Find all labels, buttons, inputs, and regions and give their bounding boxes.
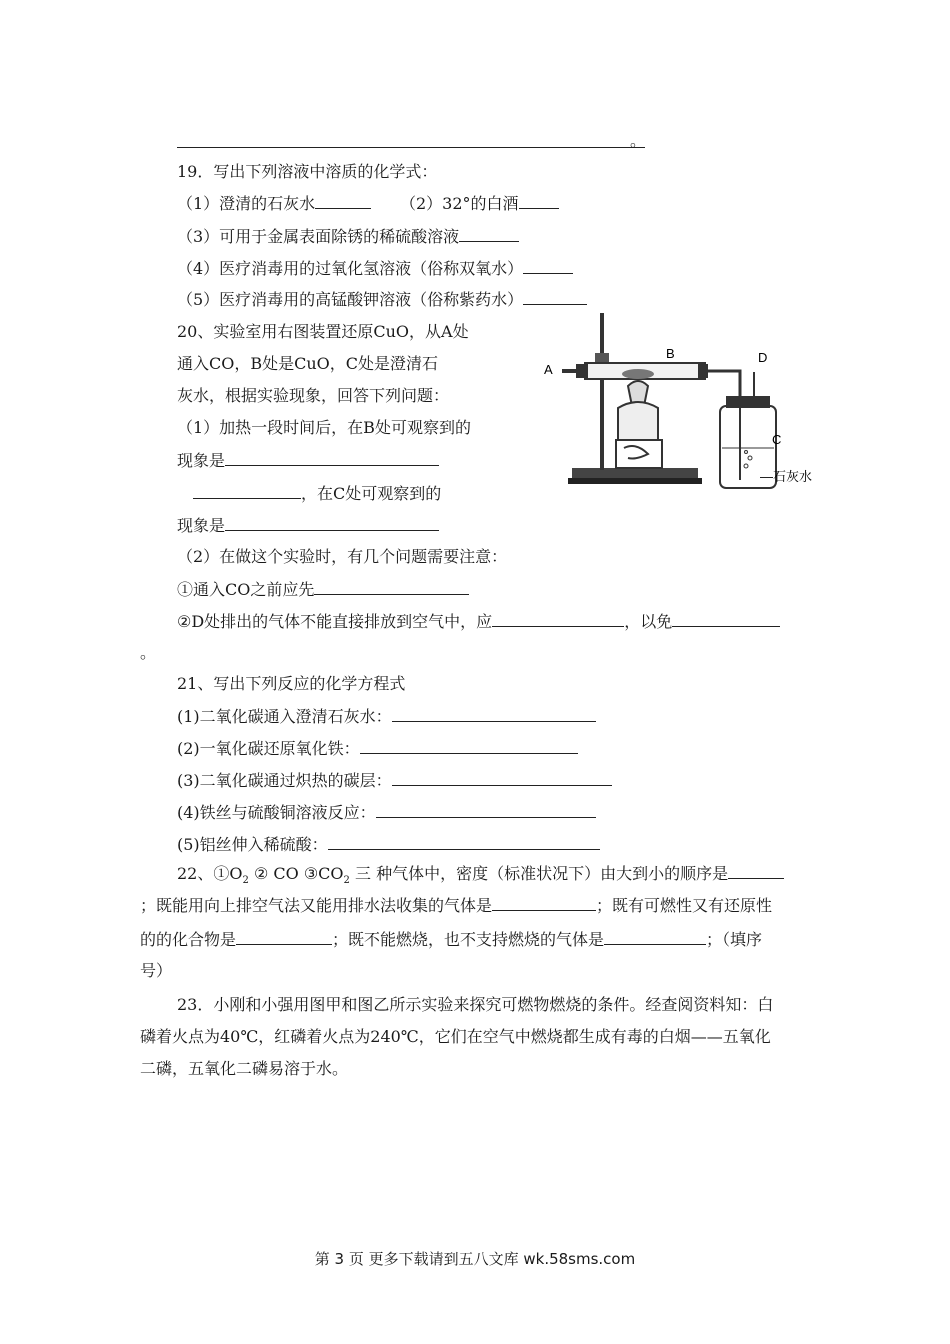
q22-line-4: 号） (140, 961, 173, 980)
answer-blank[interactable] (392, 705, 596, 722)
q22-line-3b: ；既不能燃烧，也不支持燃烧的气体是 (332, 930, 605, 949)
q19-item-5 (177, 288, 587, 311)
q20-line-7-text: 现象是 (177, 516, 226, 535)
answer-blank[interactable] (492, 610, 624, 627)
q20-line-10 (177, 610, 780, 633)
q22-line-2 (140, 894, 772, 917)
q22-line-2a: ；既能用向上排空气法又能用排水法收集的气体是 (140, 896, 493, 915)
label-a: A (544, 362, 553, 377)
q19-item-4-text: （4）医疗消毒用的过氧化氢溶液（俗称双氧水） (177, 259, 524, 278)
label-c: C (772, 432, 782, 447)
answer-blank[interactable] (360, 737, 578, 754)
q19-title: 19．写出下列溶液中溶质的化学式： (177, 162, 438, 181)
inlet-tube (562, 369, 578, 373)
right-stopper (698, 364, 708, 378)
q22-part-2: ② CO ③CO (248, 864, 344, 883)
clamp (595, 353, 609, 363)
q21-item-4 (177, 801, 596, 824)
q20-line-7 (177, 514, 439, 537)
q22-part-1: 22、①O (177, 864, 243, 883)
q23-line-3: 二磷，五氧化二磷易溶于水。 (140, 1059, 349, 1078)
label-b: B (666, 346, 675, 361)
q19-item-3-text: （3）可用于金属表面除锈的稀硫酸溶液 (177, 227, 460, 246)
stand-base (572, 468, 698, 478)
q20-line-9-text: ①通入CO之前应先 (177, 580, 315, 599)
q21-item-1 (177, 705, 596, 728)
bottle-stopper (726, 396, 770, 408)
q19-item-3 (177, 225, 519, 248)
q19-item-2-text: （2）32°的白酒 (400, 194, 519, 213)
answer-blank[interactable] (236, 928, 332, 945)
answer-blank[interactable] (225, 449, 439, 466)
page-footer: 第 3 页 更多下载请到五八文库 wk.58sms.com (314, 1250, 636, 1268)
answer-blank[interactable] (225, 514, 439, 531)
top-answer-line (177, 147, 645, 148)
q21-title: 21、写出下列反应的化学方程式 (177, 674, 406, 693)
label-d: D (758, 350, 768, 365)
q20-line-10b-text: ，以免 (624, 612, 673, 631)
q21-item-2-text: (2)一氧化碳还原氧化铁： (177, 739, 360, 758)
q20-line-11: 。 (140, 643, 157, 662)
q19-item-1-text: （1）澄清的石灰水 (177, 194, 316, 213)
q20-line-5 (177, 449, 439, 472)
subscript: 2 (242, 875, 249, 887)
q21-item-4-text: (4)铁丝与硫酸铜溶液反应： (177, 803, 376, 822)
answer-blank[interactable] (193, 482, 301, 499)
q22-line-3a: 的的化合物是 (140, 930, 237, 949)
q21-item-5-text: (5)铝丝伸入稀硫酸： (177, 835, 328, 854)
q20-line-1: 20、实验室用右图装置还原CuO，从A处 (177, 322, 469, 341)
answer-blank[interactable] (519, 192, 559, 209)
top-period: 。 (630, 131, 647, 150)
label-limewater: —石灰水 (760, 469, 813, 484)
q19-item-4 (177, 257, 573, 280)
q19-item-5-text: （5）医疗消毒用的高锰酸钾溶液（俗称紫药水） (177, 290, 524, 309)
q22-line-3c: ；（填序 (706, 930, 763, 949)
q22-part-3: 三 种气体中，密度（标准状况下）由大到小的顺序是 (349, 864, 729, 883)
q21-item-1-text: (1)二氧化碳通入澄清石灰水： (177, 707, 392, 726)
co-reduction-apparatus-figure (540, 308, 840, 498)
stand-rod (600, 313, 604, 470)
alcohol-lamp (618, 402, 658, 440)
q22-line-2b: ；既有可燃性又有还原性 (596, 896, 773, 915)
q21-item-2 (177, 737, 578, 760)
q20-line-10a-text: ②D处排出的气体不能直接排放到空气中，应 (177, 612, 493, 631)
q20-line-6 (193, 482, 441, 505)
answer-blank[interactable] (376, 801, 596, 818)
q20-line-2: 通入CO，B处是CuO，C处是澄清石 (177, 354, 439, 373)
q20-line-3: 灰水，根据实验现象，回答下列问题： (177, 386, 450, 405)
q20-line-9 (177, 578, 469, 601)
q21-item-3 (177, 769, 612, 792)
answer-blank[interactable] (314, 578, 469, 595)
q20-line-6-text: ，在C处可观察到的 (301, 484, 442, 503)
answer-blank[interactable] (604, 928, 706, 945)
answer-blank[interactable] (315, 192, 371, 209)
answer-blank[interactable] (459, 225, 519, 242)
q20-line-5-text: 现象是 (177, 451, 226, 470)
answer-blank[interactable] (523, 288, 587, 305)
q21-item-3-text: (3)二氧化碳通过炽热的碳层： (177, 771, 392, 790)
answer-blank[interactable] (492, 894, 596, 911)
subscript: 2 (343, 875, 350, 887)
q20-line-8: （2）在做这个实验时，有几个问题需要注意： (177, 547, 508, 566)
q22-line-3 (140, 928, 762, 951)
q21-item-5 (177, 833, 600, 856)
answer-blank[interactable] (523, 257, 573, 274)
answer-blank[interactable] (392, 769, 612, 786)
cuo-sample (622, 369, 654, 379)
answer-blank[interactable] (672, 610, 780, 627)
lamp-block (616, 440, 662, 468)
stand-foot (568, 478, 702, 484)
q23-line-1: 23．小刚和小强用图甲和图乙所示实验来探究可燃物燃烧的条件。经查阅资料知：白 (177, 995, 774, 1014)
q20-line-4: （1）加热一段时间后，在B处可观察到的 (177, 418, 471, 437)
answer-blank[interactable] (328, 833, 600, 850)
q23-line-2: 磷着火点为40℃，红磷着火点为240℃，它们在空气中燃烧都生成有毒的白烟——五氧化 (140, 1027, 771, 1046)
answer-blank[interactable] (728, 862, 784, 879)
q22-line-1 (177, 862, 784, 892)
q19-item-1 (177, 192, 371, 215)
q19-item-2 (400, 192, 559, 215)
